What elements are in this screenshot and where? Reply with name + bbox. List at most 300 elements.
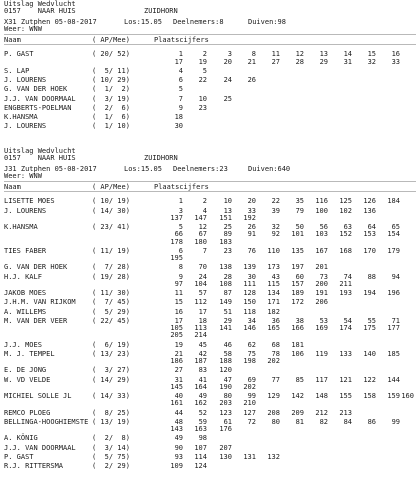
- placement-number: 3: [178, 206, 183, 215]
- placement-number: 151: [219, 213, 232, 222]
- race-info: X31 Zutphen 05-08-2017: [4, 17, 97, 26]
- placement-number: 158: [363, 392, 376, 400]
- placement-number: 159: [387, 392, 400, 400]
- placement-number: 145: [170, 382, 183, 391]
- placement-number: 102: [339, 206, 352, 215]
- placement-number: 67: [198, 230, 207, 239]
- placement-number: 80: [271, 417, 280, 426]
- ap-mee-value: ( 2/ 8): [92, 434, 130, 443]
- placement-number: 136: [363, 206, 376, 215]
- placement-number: 59: [198, 417, 207, 426]
- placement-number: 41: [198, 375, 207, 384]
- placement-number: 35: [295, 197, 304, 206]
- ap-mee-value: ( 2/ 29): [92, 462, 130, 470]
- placement-number: 200: [315, 279, 328, 288]
- placement-number: 64: [367, 223, 376, 231]
- ap-mee-value: ( 7/ 45): [92, 298, 130, 307]
- placement-number: 135: [291, 246, 304, 255]
- ap-mee-value: ( 20/ 52): [92, 50, 130, 59]
- placement-number: 32: [271, 223, 280, 231]
- placement-number: 202: [243, 382, 256, 391]
- member-name: W. VD VELDE: [4, 375, 51, 384]
- placement-number: 10: [223, 197, 232, 206]
- placement-number: 22: [271, 197, 280, 206]
- ap-mee-value: ( 1/ 6): [92, 113, 130, 121]
- placement-number: 4: [202, 206, 207, 215]
- placement-number: 17: [174, 57, 183, 66]
- placement-number: 125: [339, 197, 352, 206]
- placement-number: 15: [367, 50, 376, 59]
- placement-number: 187: [194, 357, 207, 365]
- placement-number: 47: [223, 375, 232, 384]
- placement-number: 162: [194, 399, 207, 408]
- ap-mee-value: ( 5/ 29): [92, 307, 130, 316]
- member-name: S. LAP: [4, 66, 30, 75]
- placement-number: 26: [247, 76, 256, 84]
- placement-number: 92: [271, 230, 280, 239]
- placement-number: 128: [243, 289, 256, 297]
- placement-number: 184: [387, 197, 400, 206]
- placement-number: 143: [170, 425, 183, 433]
- placement-number: 29: [223, 316, 232, 325]
- placement-number: 6: [178, 76, 183, 84]
- placement-number: 23: [223, 246, 232, 255]
- member-name: TIES FABER: [4, 246, 47, 255]
- column-header-ap-mee: ( AP/Mee): [92, 36, 130, 44]
- member-name: P. GAST: [4, 452, 34, 461]
- ap-mee-value: ( 7/ 28): [92, 263, 130, 272]
- club-code-line: 0157 NAAR HUIS: [4, 154, 76, 163]
- ap-mee-value: ( 23/ 41): [92, 223, 130, 231]
- header-separator: [4, 181, 416, 182]
- placement-number: 9: [178, 272, 183, 281]
- member-name: R.J. RITTERSMA: [4, 462, 64, 470]
- ap-mee-value: ( 10/ 19): [92, 197, 130, 206]
- placement-number: 87: [223, 289, 232, 297]
- placement-number: 26: [247, 223, 256, 231]
- placement-number: 120: [219, 366, 232, 375]
- member-name: MICHIEL SOLLE JL: [4, 392, 72, 400]
- placement-number: 81: [295, 417, 304, 426]
- placement-number: 152: [339, 230, 352, 239]
- placement-number: 191: [315, 289, 328, 297]
- placement-number: 33: [247, 206, 256, 215]
- member-name: J.J. VAN DOORMAAL: [4, 443, 76, 452]
- placement-number: 16: [391, 50, 400, 59]
- placement-number: 65: [391, 223, 400, 231]
- placement-number: 71: [391, 316, 400, 325]
- pigeons-count: Duiven:98: [248, 17, 286, 26]
- placement-number: 63: [343, 223, 352, 231]
- member-name: K.HANSMA: [4, 113, 38, 121]
- placement-number: 214: [194, 331, 207, 340]
- placement-number: 111: [243, 279, 256, 288]
- placement-number: 88: [367, 272, 376, 281]
- placement-number: 109: [170, 462, 183, 470]
- placement-number: 210: [243, 399, 256, 408]
- placement-number: 122: [363, 375, 376, 384]
- placement-number: 175: [363, 324, 376, 332]
- placement-number: 212: [315, 408, 328, 417]
- placement-number: 72: [247, 417, 256, 426]
- placement-number: 51: [223, 307, 232, 316]
- placement-number: 154: [387, 230, 400, 239]
- ap-mee-value: ( 14/ 33): [92, 392, 130, 400]
- placement-number: 188: [219, 357, 232, 365]
- placement-number: 46: [223, 340, 232, 349]
- placement-number: 176: [219, 425, 232, 433]
- column-header-plaatscijfers: Plaatscijfers: [154, 183, 209, 191]
- placement-number: 53: [319, 316, 328, 325]
- placement-number: 29: [319, 57, 328, 66]
- member-name: A. KÖNIG: [4, 434, 38, 443]
- member-name: J.H.M. VAN RIJKOM: [4, 298, 76, 307]
- placement-number: 22: [198, 76, 207, 84]
- placement-number: 38: [295, 316, 304, 325]
- placement-number: 166: [291, 324, 304, 332]
- column-header-naam: Naam: [4, 183, 21, 191]
- placement-number: 2: [202, 50, 207, 59]
- placement-number: 23: [198, 103, 207, 112]
- placement-number: 30: [174, 122, 183, 131]
- placement-number: 36: [271, 316, 280, 325]
- placement-number: 139: [243, 263, 256, 272]
- placement-number: 43: [271, 272, 280, 281]
- placement-number: 115: [267, 279, 280, 288]
- placement-number: 103: [315, 230, 328, 239]
- placement-number: 61: [223, 417, 232, 426]
- member-name: A. WILLEMS: [4, 307, 47, 316]
- placement-number: 170: [363, 246, 376, 255]
- ap-mee-value: ( 5/ 11): [92, 66, 130, 75]
- placement-number: 205: [170, 331, 183, 340]
- placement-number: 5: [178, 223, 183, 231]
- placement-number: 121: [339, 375, 352, 384]
- placement-number: 75: [247, 349, 256, 358]
- column-header-plaatscijfers: Plaatscijfers: [154, 36, 209, 44]
- report-title: Uitslag Wedvlucht: [4, 147, 76, 155]
- placement-number: 66: [174, 230, 183, 239]
- placement-number: 182: [267, 307, 280, 316]
- placement-number: 48: [174, 417, 183, 426]
- member-name: G. VAN DER HOEK: [4, 85, 68, 94]
- placement-number: 110: [267, 246, 280, 255]
- ap-mee-value: ( 3/ 27): [92, 366, 130, 375]
- placement-number: 168: [339, 246, 352, 255]
- placement-number: 157: [291, 279, 304, 288]
- placement-number: 11: [271, 50, 280, 59]
- placement-number: 30: [247, 272, 256, 281]
- release-time: Los:15.05: [124, 164, 162, 173]
- placement-number: 25: [223, 223, 232, 231]
- placement-number: 13: [319, 50, 328, 59]
- placement-number: 10: [198, 94, 207, 103]
- placement-number: 108: [219, 279, 232, 288]
- placement-number: 142: [291, 392, 304, 400]
- placement-number: 33: [391, 57, 400, 66]
- club-code-line: 0157 NAAR HUIS: [4, 7, 76, 16]
- placement-number: 56: [319, 223, 328, 231]
- placement-number: 34: [247, 316, 256, 325]
- placement-number: 31: [343, 57, 352, 66]
- member-name: K.HANSMA: [4, 223, 38, 231]
- placement-number: 165: [267, 324, 280, 332]
- placement-number: 167: [315, 246, 328, 255]
- placement-number: 97: [174, 279, 183, 288]
- placement-number: 189: [291, 289, 304, 297]
- placement-number: 124: [194, 462, 207, 470]
- placement-number: 171: [267, 298, 280, 307]
- ap-mee-value: ( 3/ 19): [92, 94, 130, 103]
- placement-number: 12: [198, 223, 207, 231]
- placement-number: 113: [194, 324, 207, 332]
- placement-number: 27: [174, 366, 183, 375]
- column-header-ap-mee: ( AP/Mee): [92, 183, 130, 191]
- placement-number: 174: [339, 324, 352, 332]
- placement-number: 129: [267, 392, 280, 400]
- placement-number: 201: [315, 263, 328, 272]
- placement-number: 207: [219, 443, 232, 452]
- placement-number: 112: [194, 298, 207, 307]
- placement-number: 73: [319, 272, 328, 281]
- placement-number: 98: [198, 434, 207, 443]
- placement-number: 117: [315, 375, 328, 384]
- town-name: ZUIDHORN: [144, 154, 178, 163]
- member-name: BELLINGA-HOOGHIEMSTE: [4, 417, 89, 426]
- placement-number: 148: [315, 392, 328, 400]
- placement-number: 20: [223, 57, 232, 66]
- placement-number: 49: [174, 434, 183, 443]
- placement-number: 101: [291, 230, 304, 239]
- placement-number: 155: [339, 392, 352, 400]
- member-name: P. GAST: [4, 50, 34, 59]
- ap-mee-value: ( 2/ 6): [92, 103, 130, 112]
- placement-number: 39: [271, 206, 280, 215]
- placement-number: 85: [295, 375, 304, 384]
- placement-number: 213: [339, 408, 352, 417]
- placement-number: 195: [170, 254, 183, 262]
- placement-number: 181: [291, 340, 304, 349]
- placement-number: 209: [291, 408, 304, 417]
- placement-number: 11: [174, 289, 183, 297]
- placement-number: 1: [178, 197, 183, 206]
- placement-number: 146: [243, 324, 256, 332]
- ap-mee-value: ( 13/ 23): [92, 349, 130, 358]
- placement-number: 16: [174, 307, 183, 316]
- placement-number: 211: [339, 279, 352, 288]
- placement-number: 28: [223, 272, 232, 281]
- ap-mee-value: ( 1/ 2): [92, 85, 130, 94]
- participants-count: Deelnemers:8: [173, 17, 224, 26]
- placement-number: 32: [367, 57, 376, 66]
- placement-number: 131: [243, 452, 256, 461]
- placement-number: 106: [291, 349, 304, 358]
- placement-number: 69: [247, 375, 256, 384]
- placement-number: 58: [223, 349, 232, 358]
- placement-number: 27: [271, 57, 280, 66]
- placement-number: 185: [387, 349, 400, 358]
- placement-number: 89: [223, 230, 232, 239]
- placement-number: 24: [198, 272, 207, 281]
- placement-number: 84: [343, 417, 352, 426]
- placement-number: 208: [267, 408, 280, 417]
- placement-number: 68: [271, 340, 280, 349]
- ap-mee-value: ( 1/ 10): [92, 122, 130, 131]
- placement-number: 100: [315, 206, 328, 215]
- member-name: JAKOB MOES: [4, 289, 47, 297]
- participants-count: Deelnemers:23: [173, 164, 228, 173]
- member-name: J.J. MOES: [4, 340, 42, 349]
- placement-number: 140: [363, 349, 376, 358]
- town-name: ZUIDHORN: [144, 7, 178, 16]
- placement-number: 153: [363, 230, 376, 239]
- placement-number: 161: [170, 399, 183, 408]
- placement-number: 141: [219, 324, 232, 332]
- pigeons-count: Duiven:640: [248, 164, 291, 173]
- placement-number: 5: [178, 85, 183, 94]
- placement-number: 17: [174, 316, 183, 325]
- placement-number: 42: [198, 349, 207, 358]
- placement-number: 99: [247, 392, 256, 400]
- placement-number: 20: [247, 197, 256, 206]
- placement-number: 50: [295, 223, 304, 231]
- placement-number: 7: [178, 94, 183, 103]
- ap-mee-value: ( 6/ 19): [92, 340, 130, 349]
- placement-number: 90: [174, 443, 183, 452]
- member-name: J. LOURENS: [4, 206, 47, 215]
- placement-number: 70: [198, 263, 207, 272]
- placement-number: 80: [223, 392, 232, 400]
- member-name: J. LOURENS: [4, 122, 47, 131]
- placement-number: 192: [243, 213, 256, 222]
- placement-number: 9: [178, 103, 183, 112]
- placement-number: 127: [243, 408, 256, 417]
- placement-number: 107: [194, 443, 207, 452]
- placement-number: 17: [198, 307, 207, 316]
- placement-number: 82: [319, 417, 328, 426]
- placement-number: 44: [174, 408, 183, 417]
- placement-number: 164: [194, 382, 207, 391]
- placement-number: 93: [174, 452, 183, 461]
- header-separator: [4, 34, 416, 35]
- placement-number: 25: [223, 94, 232, 103]
- placement-number: 133: [339, 349, 352, 358]
- placement-number: 99: [391, 417, 400, 426]
- placement-number: 196: [387, 289, 400, 297]
- placement-number: 104: [194, 279, 207, 288]
- placement-number: 49: [198, 392, 207, 400]
- column-header-naam: Naam: [4, 36, 21, 44]
- member-name: J. LOURENS: [4, 76, 47, 84]
- placement-number: 19: [174, 340, 183, 349]
- placement-number: 118: [243, 307, 256, 316]
- placement-number: 91: [247, 230, 256, 239]
- placement-number: 147: [194, 213, 207, 222]
- placement-number: 19: [198, 57, 207, 66]
- placement-number: 83: [198, 366, 207, 375]
- member-name: G. VAN DER HOEK: [4, 263, 68, 272]
- placement-number: 126: [363, 197, 376, 206]
- placement-number: 169: [315, 324, 328, 332]
- ap-mee-value: ( 11/ 30): [92, 289, 130, 297]
- placement-number: 4: [178, 66, 183, 75]
- placement-number: 149: [219, 298, 232, 307]
- ap-mee-value: ( 14/ 30): [92, 206, 130, 215]
- placement-number: 5: [202, 66, 207, 75]
- race-info: J31 Zutphen 05-08-2017: [4, 164, 97, 173]
- member-name: M. J. TEMPEL: [4, 349, 55, 358]
- placement-number: 76: [247, 246, 256, 255]
- placement-number: 114: [194, 452, 207, 461]
- placement-number: 94: [391, 272, 400, 281]
- weather-info: Weer: WNW: [4, 24, 42, 33]
- placement-number: 183: [219, 237, 232, 246]
- placement-number: 60: [295, 272, 304, 281]
- placement-number: 79: [295, 206, 304, 215]
- report-title: Uitslag Wedvlucht: [4, 0, 76, 8]
- placement-number: 137: [170, 213, 183, 222]
- placement-number: 54: [343, 316, 352, 325]
- placement-number: 206: [315, 298, 328, 307]
- header-separator: [4, 191, 416, 192]
- placement-number: 24: [223, 76, 232, 84]
- placement-number: 130: [219, 452, 232, 461]
- placement-number: 8: [251, 50, 256, 59]
- placement-number: 172: [291, 298, 304, 307]
- placement-number: 173: [267, 263, 280, 272]
- placement-number: 7: [202, 246, 207, 255]
- placement-number: 52: [198, 408, 207, 417]
- placement-number: 28: [295, 57, 304, 66]
- placement-number: 13: [223, 206, 232, 215]
- placement-number: 116: [315, 197, 328, 206]
- ap-mee-value: ( 10/ 29): [92, 76, 130, 84]
- placement-number: 194: [363, 289, 376, 297]
- placement-number: 198: [243, 357, 256, 365]
- member-name: J.J. VAN DOORMAAL: [4, 94, 76, 103]
- placement-number: 8: [178, 263, 183, 272]
- ap-mee-value: ( 13/ 19): [92, 417, 130, 426]
- placement-number: 193: [339, 289, 352, 297]
- placement-number: 202: [267, 357, 280, 365]
- placement-number: 180: [194, 237, 207, 246]
- placement-number: 190: [219, 382, 232, 391]
- member-name: M. VAN DER VEER: [4, 316, 68, 325]
- ap-mee-value: ( 22/ 45): [92, 316, 130, 325]
- placement-number: 163: [194, 425, 207, 433]
- placement-number: 21: [247, 57, 256, 66]
- placement-number: 62: [247, 340, 256, 349]
- placement-number: 144: [387, 375, 400, 384]
- placement-number: 86: [367, 417, 376, 426]
- weather-info: Weer: WNW: [4, 171, 42, 180]
- placement-number: 45: [198, 340, 207, 349]
- member-name: H.J. KALF: [4, 272, 42, 281]
- placement-number: 3: [227, 50, 232, 59]
- ap-mee-value: ( 5/ 75): [92, 452, 130, 461]
- release-time: Los:15.05: [124, 17, 162, 26]
- member-name: ENGBERTS-POELMAN: [4, 103, 72, 112]
- placement-number: 2: [202, 197, 207, 206]
- placement-number: 57: [198, 289, 207, 297]
- placement-number: 105: [170, 324, 183, 332]
- placement-number: 177: [387, 324, 400, 332]
- placement-number: 134: [267, 289, 280, 297]
- placement-number: 138: [219, 263, 232, 272]
- placement-number: 21: [174, 349, 183, 358]
- placement-number: 178: [170, 237, 183, 246]
- placement-number: 119: [315, 349, 328, 358]
